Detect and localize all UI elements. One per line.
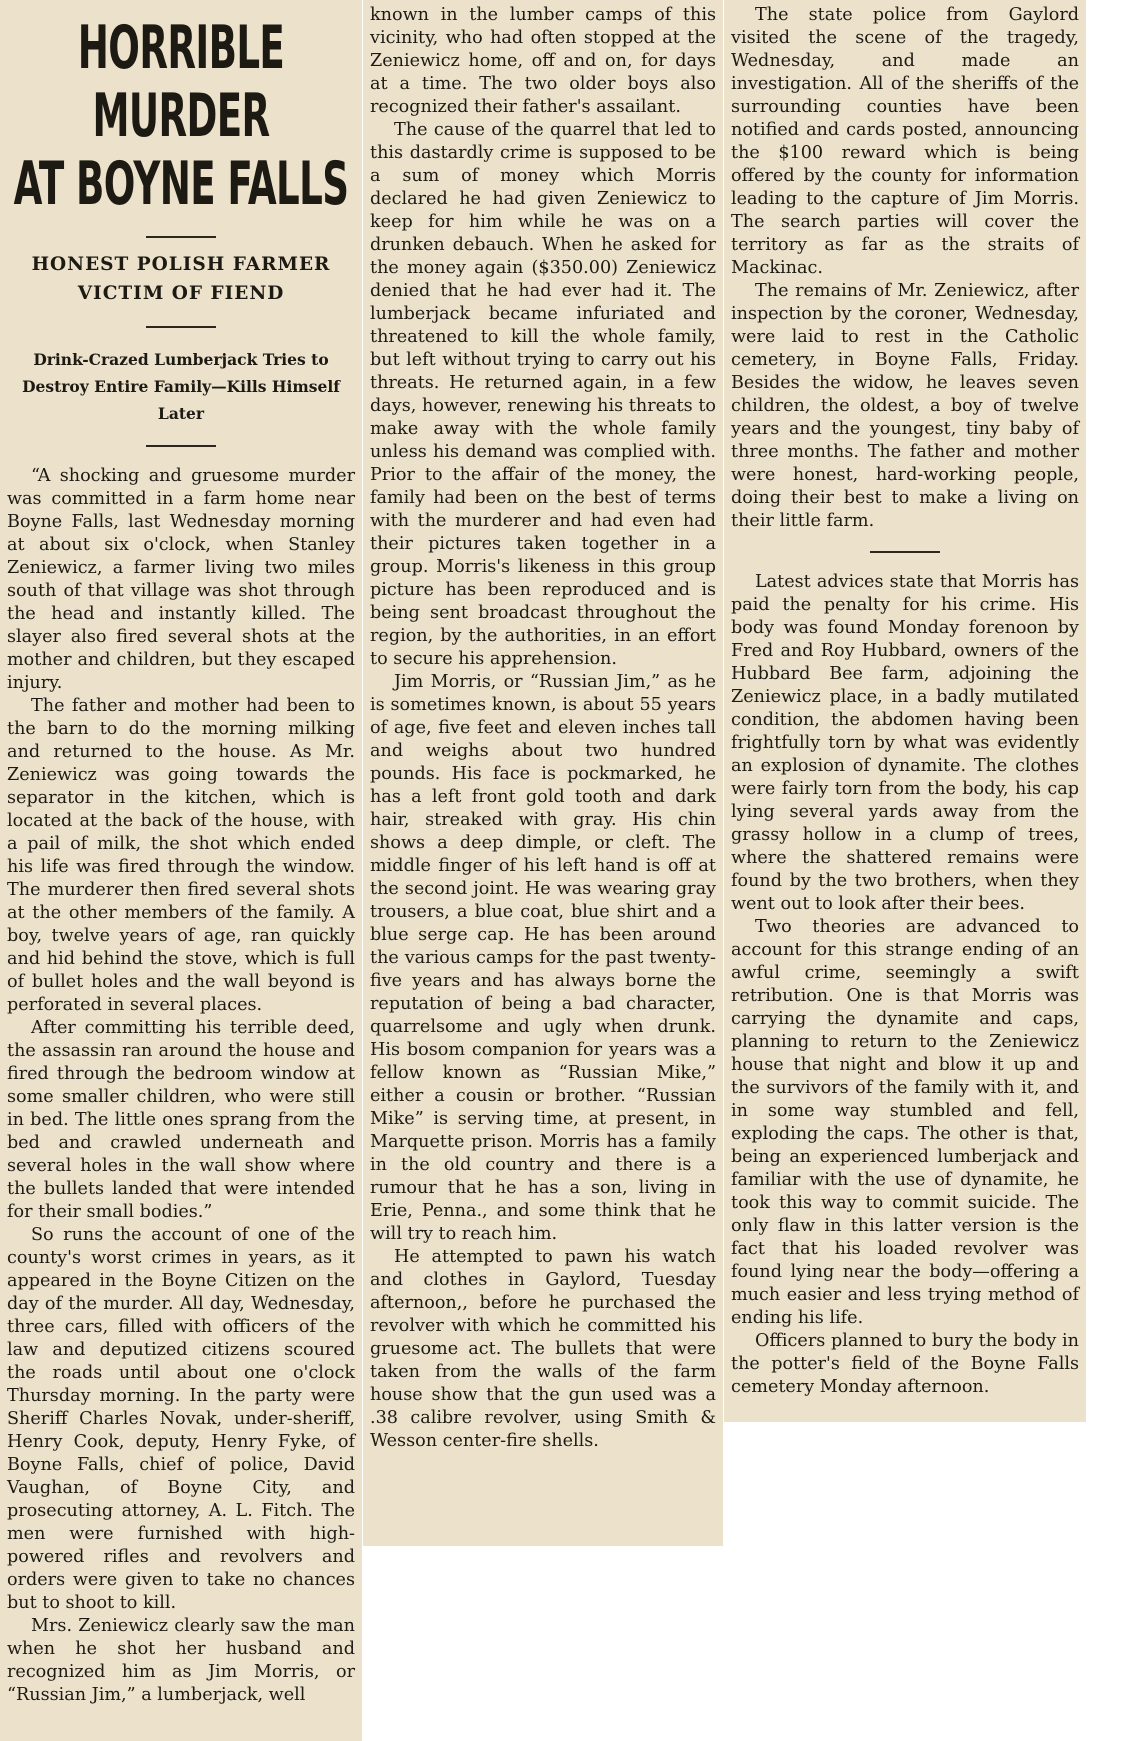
paragraph: known in the lumber camps of this vicinity, who had often stopped at the Zeniewicz home, off and on, for days at a time. The two older boys also recognized their father's assailant. bbox=[370, 5, 716, 117]
paragraph: Mrs. Zeniewicz clearly saw the man when he shot her husband and recognized him as Jim Morris, or “Russian Jim,” a lumberjack, well bbox=[7, 1616, 355, 1705]
paragraph: Jim Morris, or “Russian Jim,” as he is sometimes known, is about 55 years of age, five feet and eleven inches tall and weighs about two hundred pounds. His face is pockmarked, he has a left front gold tooth and dark hair, streaked with gray. His chin shows a deep dimple, or cleft. The middle finger of his left hand is off at the second joint. He was wearing gray trousers, a blue coat, blue shirt and a blue serge cap. He has been around the various camps for the past twenty-five years and has always borne the reputation of being a bad character, quarrelsome and ugly when drunk. His bosom companion for years was a fellow known as “Russian Mike,” either a cousin or brother. “Russian Mike” is serving time, at present, in Marquette prison. Morris has a family in the old country and there is a rumour that he has a son, living in Erie, Penna., and some think that he will try to reach him. bbox=[370, 672, 716, 1244]
section-divider bbox=[870, 551, 940, 553]
paragraph: The cause of the quarrel that led to this dastardly crime is supposed to be a sum of money which Morris declared he had given Zeniewicz to keep for him while he was on a drunken debauch. When he asked for the money again ($350.00) Zeniewicz denied that he had ever had it. The lumberjack became infuriated and threatened to kill the whole family, but left without trying to carry out his threats. He returned again, in a few days, however, renewing his threats to make away with the whole family unless his demand was complied with. Prior to the affair of the money, the family had been on the best of terms with the murderer and had even had their pictures taken together in a group. Morris's likeness in this group picture has been reproduced and is being sent broadcast throughout the region, by the authorities, in an effort to secure his apprehension. bbox=[370, 120, 716, 669]
paragraph: “A shocking and gruesome murder was committed in a farm home near Boyne Falls, last Wednesday morning at about six o'clock, when Stanley Zeniewicz, a farmer living two miles south of that village was shot through the head and instantly killed. The slayer also fired several shots at the mother and children, but they escaped injury. bbox=[7, 466, 355, 693]
column-2 bbox=[363, 0, 723, 1546]
paragraph: After committing his terrible deed, the assassin ran around the house and fired through the bedroom window at some smaller children, who were still in bed. The little ones sprang from the bed and crawled underneath and several holes in the wall show where the bullets landed that were intended for their small bodies.” bbox=[7, 1018, 355, 1222]
paragraph: The state police from Gaylord visited the scene of the tragedy, Wednesday, and made an investigation. All of the sheriffs of the surrounding counties have been notified and cards posted, announcing the $100 reward which is being offered by the county for information leading to the capture of Jim Morris. The search parties will cover the territory as far as the straits of Mackinac. bbox=[731, 5, 1079, 278]
paragraph: He attempted to pawn his watch and clothes in Gaylord, Tuesday afternoon,, before he purchased the revolver with which he committed his gruesome act. The bullets that were taken from the walls of the farm house show that the gun used was a .38 calibre revolver, using Smith & Wesson center-fire shells. bbox=[370, 1247, 716, 1451]
paragraph: The remains of Mr. Zeniewicz, after inspection by the coroner, Wednesday, were laid to rest in the Catholic cemetery, in Boyne Falls, Friday. Besides the widow, he leaves seven children, the oldest, a boy of twelve years and the youngest, tiny baby of three months. The father and mother were honest, hard-working people, doing their best to make a living on their little farm. bbox=[731, 281, 1079, 531]
deck-divider bbox=[146, 445, 216, 447]
paragraph: The father and mother had been to the barn to do the morning milking and returned to the house. As Mr. Zeniewicz was going towards the separator in the kitchen, which is located at the back of the house, with a pail of milk, the shot which ended his life was fired through the window. The murderer then fired several shots at the other members of the family. A boy, twelve years of age, ran quickly and hid behind the stove, which is full of bullet holes and the wall beyond is perforated in several places. bbox=[7, 696, 355, 1015]
headline-divider bbox=[146, 236, 216, 238]
headline-line-2: AT BOYNE FALLS bbox=[13, 149, 349, 219]
subhead-divider bbox=[146, 326, 216, 328]
subheadline: HONEST POLISH FARMER VICTIM OF FIEND bbox=[31, 254, 331, 304]
paragraph: Two theories are advanced to account for this strange ending of an awful crime, seemingly a swift retribution. One is that Morris was carrying the dynamite and caps, planning to return to the Zeniewicz house that night and blow it up and the survivors of the family with it, and in some way stumbled and fell, exploding the caps. The other is that, being an experienced lumberjack and familiar with the use of dynamite, he took this way to commit suicide. The only flaw in this latter version is the fact that his loaded revolver was found lying near the body—offering a much easier and less trying method of ending his life. bbox=[731, 917, 1079, 1328]
paragraph: Officers planned to bury the body in the potter's field of the Boyne Falls cemetery Monday afternoon. bbox=[731, 1331, 1079, 1397]
headline bbox=[11, 14, 351, 218]
column-1 bbox=[0, 0, 362, 1741]
deck: Drink-Crazed Lumberjack Tries to Destroy Entire Family—Kills Himself Later bbox=[22, 350, 340, 423]
column-3 bbox=[724, 0, 1086, 1422]
paragraph: So runs the account of one of the county's worst crimes in years, as it appeared in the Boyne Citizen on the day of the murder. All day, Wednesday, three cars, filled with officers of the law and deputized citizens scoured the roads until about one o'clock Thursday morning. In the party were Sheriff Charles Novak, under-sheriff, Henry Cook, deputy, Henry Fyke, of Boyne Falls, chief of police, David Vaughan, of Boyne City, and prosecuting attorney, A. L. Fitch. The men were furnished with high-powered rifles and revolvers and orders were given to take no chances but to shoot to kill. bbox=[7, 1225, 355, 1613]
paragraph: Latest advices state that Morris has paid the penalty for his crime. His body was found Monday forenoon by Fred and Roy Hubbard, owners of the Hubbard Bee farm, adjoining the Zeniewicz place, in a badly mutilated condition, the abdomen having been frightfully torn by what was evidently an explosion of dynamite. The clothes were fairly torn from the body, his cap lying several yards away from the grassy hollow in a clump of trees, where the shattered remains were found by the two brothers, when they went out to look after their bees. bbox=[731, 572, 1079, 914]
headline-line-1: HORRIBLE MURDER bbox=[77, 13, 285, 151]
